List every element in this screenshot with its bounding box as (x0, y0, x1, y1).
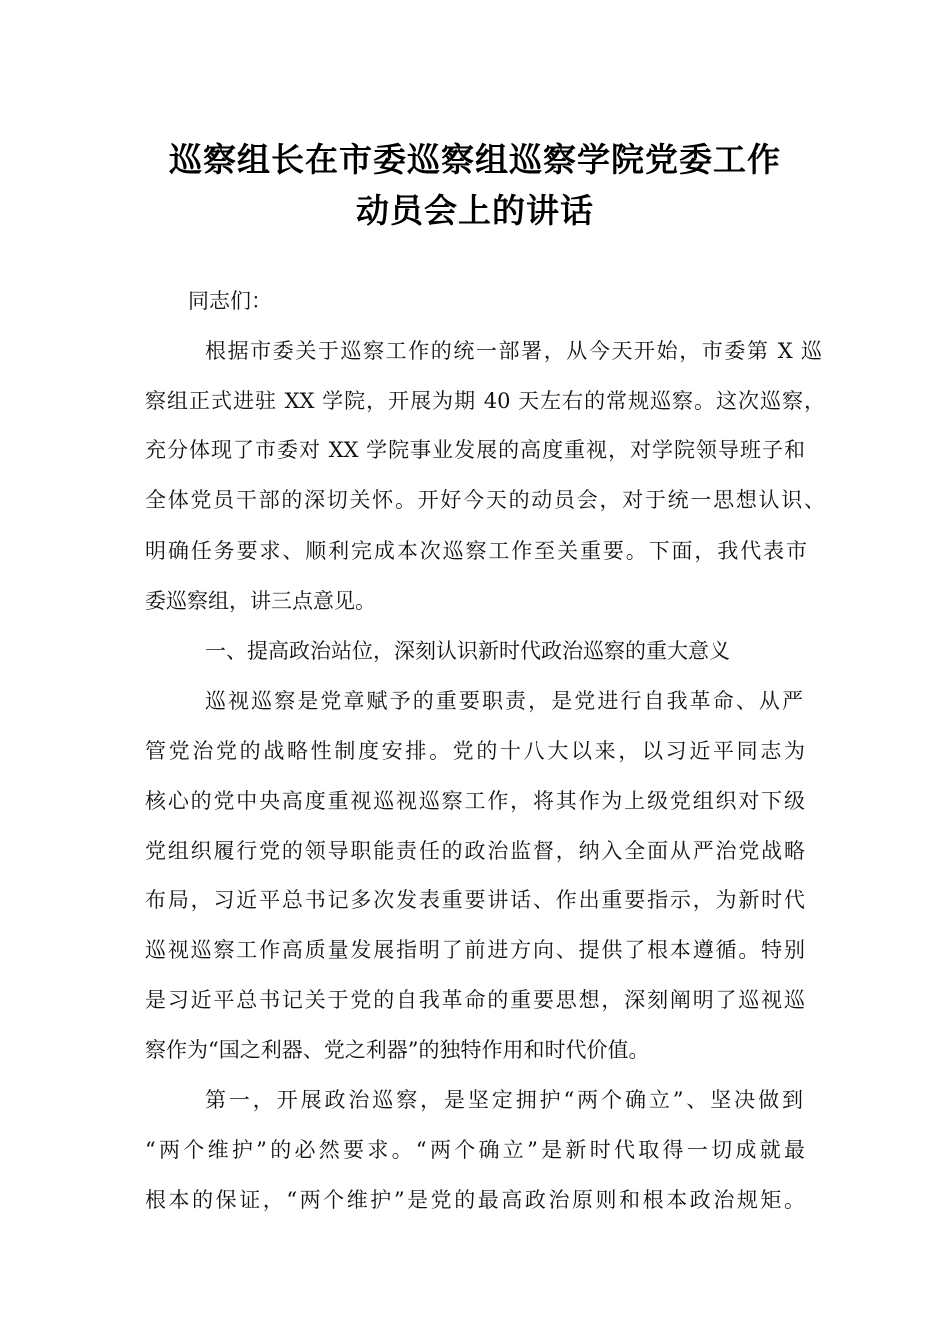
body-line: 巡视巡察是党章赋予的重要职责，是党进行自我革命、从严 (205, 689, 803, 713)
body-line: 第一，开展政治巡察，是坚定拥护“两个确立”、坚决做到 (205, 1088, 803, 1112)
body-line: “两个维护”的必然要求。“两个确立”是新时代取得一切成就最 (145, 1138, 805, 1162)
body-line: 委巡察组，讲三点意见。 (145, 589, 376, 613)
body-line: 全体党员干部的深切关怀。开好今天的动员会，对于统一思想认识、 (145, 488, 825, 512)
body-line: 核心的党中央高度重视巡视巡察工作，将其作为上级党组织对下级 (145, 789, 805, 813)
body-line: 布局，习近平总书记多次发表重要讲话、作出重要指示，为新时代 (145, 888, 805, 912)
body-line: 是习近平总书记关于党的自我革命的重要思想，深刻阐明了巡视巡 (145, 988, 805, 1012)
body-line: 察组正式进驻 XX 学院，开展为期 40 天左右的常规巡察。这次巡察， (145, 389, 825, 413)
body-line: 巡视巡察工作高质量发展指明了前进方向、提供了根本遵循。特别 (145, 938, 805, 962)
body-line: 察作为“国之利器、党之利器”的独特作用和时代价值。 (145, 1038, 650, 1062)
body-line: 根据市委关于巡察工作的统一部署，从今天开始，市委第 X 巡 (205, 339, 822, 363)
body-line: 党组织履行党的领导职能责任的政治监督，纳入全面从严治党战略 (145, 839, 805, 863)
body-line: 管党治党的战略性制度安排。党的十八大以来，以习近平同志为 (145, 739, 805, 763)
document-title-line-1: 巡察组长在市委巡察组巡察学院党委工作 (169, 140, 781, 179)
document-title-line-2: 动员会上的讲话 (356, 191, 594, 230)
section-heading-1: 一、提高政治站位，深刻认识新时代政治巡察的重大意义 (205, 639, 730, 663)
salutation: 同志们： (188, 289, 272, 313)
body-line: 充分体现了市委对 XX 学院事业发展的高度重视，对学院领导班子和 (145, 438, 805, 462)
body-line: 根本的保证，“两个维护”是党的最高政治原则和根本政治规矩。 (145, 1188, 805, 1212)
body-line: 明确任务要求、顺利完成本次巡察工作至关重要。下面，我代表市 (145, 539, 807, 563)
